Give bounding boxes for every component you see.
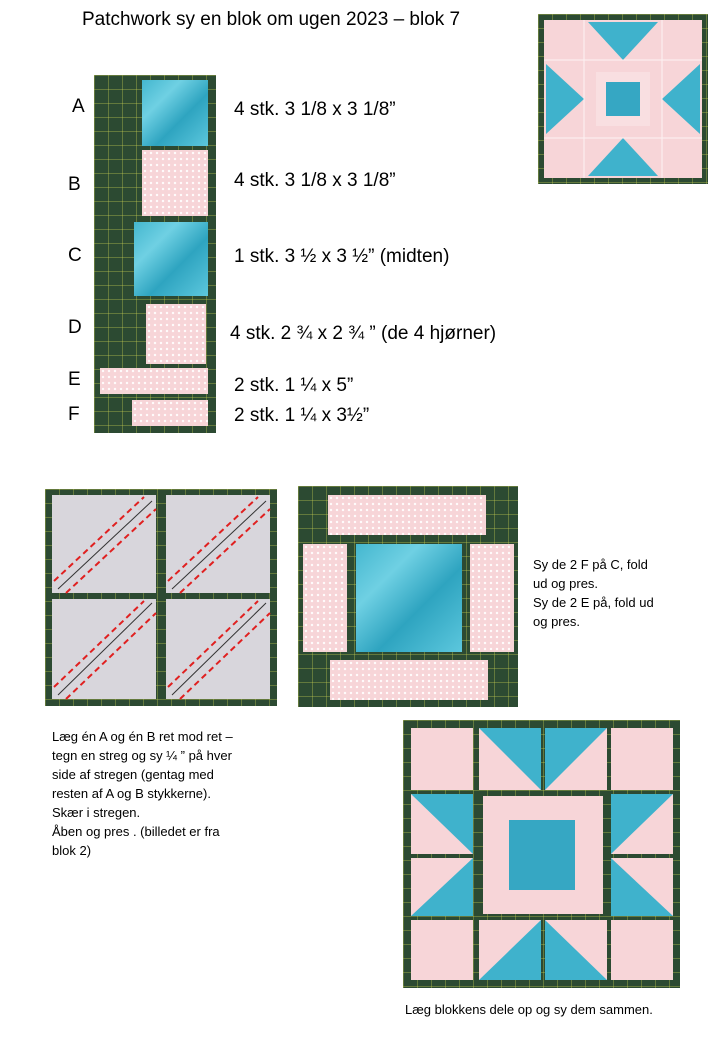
half-square-drawing: [45, 489, 277, 706]
piece-letter-d: D: [68, 317, 82, 338]
piece-spec-c: 1 stk. 3 ½ x 3 ½” (midten): [234, 246, 450, 267]
finished-block-photo: [538, 14, 708, 184]
piece-f-swatch: [132, 400, 208, 426]
step-line: Læg én A og én B ret mod ret –: [52, 729, 233, 744]
assembly-photo: [403, 720, 680, 988]
piece-spec-d: 4 stk. 2 ¾ x 2 ¾ ” (de 4 hjørner): [230, 323, 497, 344]
piece-letter-e: E: [68, 369, 81, 390]
page-title: Patchwork sy en blok om ugen 2023 – blok 7: [82, 9, 461, 30]
piece-d-swatch: [146, 304, 206, 364]
piece-spec-e: 2 stk. 1 ¼ x 5”: [234, 375, 354, 396]
step-line: side af stregen (gentag med: [52, 767, 214, 782]
piece-letter-b: B: [68, 174, 81, 195]
piece-c-swatch: [134, 222, 208, 296]
piece-b-swatch: [142, 150, 208, 216]
piece-spec-f: 2 stk. 1 ¼ x 3½”: [234, 405, 370, 426]
center-left-strip: [303, 544, 347, 652]
piece-letter-a: A: [72, 96, 85, 117]
center-top-strip: [328, 495, 486, 535]
piece-spec-b: 4 stk. 3 1/8 x 3 1/8”: [234, 170, 396, 191]
step-assemble-text: Læg blokkens dele op og sy dem sammen.: [405, 1002, 653, 1017]
pieces-photo: [94, 75, 216, 433]
step-line: resten af A og B stykkerne).: [52, 786, 211, 801]
piece-e-swatch: [100, 368, 208, 394]
finished-block-drawing: [538, 14, 708, 184]
step-line: tegn en streg og sy ¼ ” på hver: [52, 748, 232, 763]
step-line: Sy de 2 E på, fold ud: [533, 595, 654, 610]
step-half-square-text: [52, 727, 233, 860]
center-bottom-strip: [330, 660, 488, 700]
piece-spec-a: 4 stk. 3 1/8 x 3 1/8”: [234, 99, 396, 120]
half-square-photo: [45, 489, 277, 706]
step-line: og pres.: [533, 614, 580, 629]
center-unit-photo: [298, 486, 518, 707]
step-line: Skær i stregen.: [52, 805, 141, 820]
step-line: Åben og pres . (billedet er fra: [52, 824, 220, 839]
center-right-strip: [470, 544, 514, 652]
piece-letter-f: F: [68, 404, 80, 425]
center-square: [356, 544, 462, 652]
step-line: Sy de 2 F på C, fold: [533, 557, 648, 572]
piece-a-swatch: [142, 80, 208, 146]
step-line: blok 2): [52, 843, 92, 858]
step-sew-center-text: [533, 555, 654, 631]
assembly-drawing: [403, 720, 680, 988]
step-line: ud og pres.: [533, 576, 599, 591]
piece-letter-c: C: [68, 245, 82, 266]
